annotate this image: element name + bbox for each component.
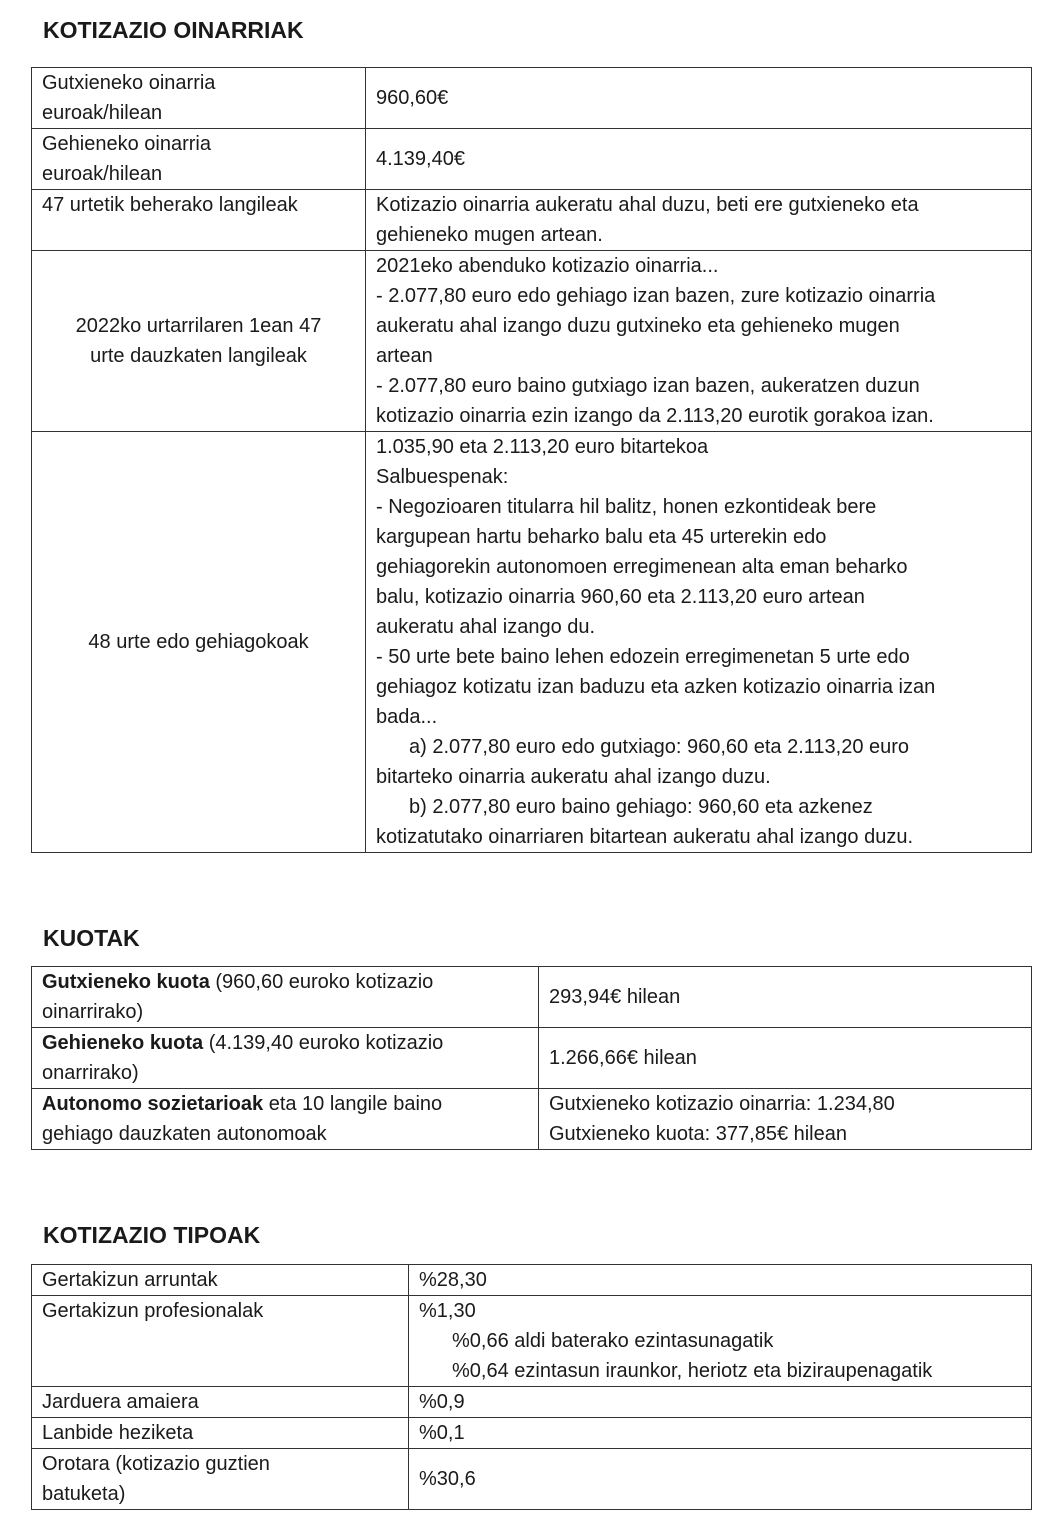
table-row bbox=[32, 1296, 1032, 1387]
value-line: 1.266,66€ hilean bbox=[549, 1047, 697, 1069]
value-line: bada... bbox=[376, 706, 438, 728]
label-line: Gehieneko oinarria bbox=[42, 133, 211, 155]
label-line: oinarrirako) bbox=[42, 1001, 144, 1023]
row-label bbox=[32, 1089, 539, 1150]
row-value bbox=[366, 251, 1032, 432]
section-title-kuotak: KUOTAK bbox=[43, 925, 140, 951]
row-value bbox=[366, 190, 1032, 251]
label-line: Gutxieneko oinarria bbox=[42, 72, 216, 94]
value-line: %0,1 bbox=[419, 1422, 465, 1444]
value-line: artean bbox=[376, 345, 433, 367]
value-line: - Negozioaren titularra hil balitz, honen ezkontideak bere bbox=[376, 496, 877, 518]
row-label bbox=[32, 1387, 409, 1418]
value-line: gehiagorekin autonomoen erregimenean alta eman beharko bbox=[376, 556, 908, 578]
label-line: euroak/hilean bbox=[42, 102, 163, 124]
label-line: urte dauzkaten langileak bbox=[90, 345, 307, 367]
row-value bbox=[409, 1265, 1032, 1296]
value-line: balu, kotizazio oinarria 960,60 eta 2.113,20 euro artean bbox=[376, 586, 865, 608]
label-line: Gertakizun profesionalak bbox=[42, 1300, 264, 1322]
label-rest: (960,60 euroko kotizazio bbox=[209, 971, 434, 993]
label-line: Lanbide heziketa bbox=[42, 1422, 194, 1444]
table-row bbox=[32, 967, 1032, 1028]
table-row bbox=[32, 1418, 1032, 1449]
row-label bbox=[32, 967, 539, 1028]
value-line: kargupean hartu beharko balu eta 45 urterekin edo bbox=[376, 526, 827, 548]
row-label bbox=[32, 1296, 409, 1387]
value-line: Gutxieneko kotizazio oinarria: 1.234,80 bbox=[549, 1093, 895, 1115]
row-value bbox=[366, 432, 1032, 853]
value-line: kotizazio oinarria ezin izango da 2.113,20 eurotik gorakoa izan. bbox=[376, 405, 934, 427]
value-line: 1.035,90 eta 2.113,20 euro bitartekoa bbox=[376, 436, 709, 458]
value-line: aukeratu ahal izango du. bbox=[376, 616, 596, 638]
value-line: %30,6 bbox=[419, 1468, 476, 1490]
value-line: Gutxieneko kuota: 377,85€ hilean bbox=[549, 1123, 847, 1145]
row-value bbox=[539, 1028, 1032, 1089]
row-label bbox=[32, 432, 366, 853]
kotizazio-oinarriak-table bbox=[31, 67, 1032, 853]
row-value bbox=[366, 68, 1032, 129]
row-label bbox=[32, 1028, 539, 1089]
table-row bbox=[32, 1089, 1032, 1150]
row-label bbox=[32, 129, 366, 190]
label-line: Jarduera amaiera bbox=[42, 1391, 199, 1413]
label-bold: Gutxieneko kuota bbox=[42, 971, 210, 993]
kotizazio-tipoak-table bbox=[31, 1264, 1032, 1510]
row-value bbox=[409, 1418, 1032, 1449]
row-label bbox=[32, 68, 366, 129]
value-line: - 2.077,80 euro edo gehiago izan bazen, zure kotizazio oinarria bbox=[376, 285, 936, 307]
row-value bbox=[409, 1296, 1032, 1387]
row-label bbox=[32, 190, 366, 251]
table-row bbox=[32, 68, 1032, 129]
section-title-kotizazio-tipoak: KOTIZAZIO TIPOAK bbox=[43, 1222, 261, 1248]
label-line: Gertakizun arruntak bbox=[42, 1269, 218, 1291]
value-line: %28,30 bbox=[419, 1269, 487, 1291]
table-row bbox=[32, 1265, 1032, 1296]
value-line: - 50 urte bete baino lehen edozein erregimenetan 5 urte edo bbox=[376, 646, 910, 668]
row-value bbox=[409, 1449, 1032, 1510]
label-line: Orotara (kotizazio guztien bbox=[42, 1453, 270, 1475]
value-line: b) 2.077,80 euro baino gehiago: 960,60 eta azkenez bbox=[409, 796, 873, 818]
table-row bbox=[32, 432, 1032, 853]
value-line: a) 2.077,80 euro edo gutxiago: 960,60 eta 2.113,20 euro bbox=[409, 736, 910, 758]
value-line: 4.139,40€ bbox=[376, 148, 465, 170]
row-value bbox=[409, 1387, 1032, 1418]
row-value bbox=[539, 1089, 1032, 1150]
label-line: gehiago dauzkaten autonomoak bbox=[42, 1123, 327, 1145]
label-rest: (4.139,40 euroko kotizazio bbox=[203, 1032, 444, 1054]
value-line: %0,9 bbox=[419, 1391, 465, 1413]
label-line: batuketa) bbox=[42, 1483, 126, 1505]
table-row bbox=[32, 1387, 1032, 1418]
label-line: euroak/hilean bbox=[42, 163, 163, 185]
subvalue-line: %0,64 ezintasun iraunkor, heriotz eta biziraupenagatik bbox=[452, 1360, 933, 1382]
value-line: aukeratu ahal izango duzu gutxineko eta gehieneko mugen bbox=[376, 315, 900, 337]
label-line: 48 urte edo gehiagokoak bbox=[88, 631, 309, 653]
value-line: Kotizazio oinarria aukeratu ahal duzu, beti ere gutxieneko eta bbox=[376, 194, 919, 216]
section-title-kotizazio-oinarriak: KOTIZAZIO OINARRIAK bbox=[43, 17, 304, 43]
value-line: Salbuespenak: bbox=[376, 466, 509, 488]
row-value bbox=[366, 129, 1032, 190]
value-line: 293,94€ hilean bbox=[549, 986, 681, 1008]
label-rest: eta 10 langile baino bbox=[263, 1093, 443, 1115]
label-bold: Gehieneko kuota bbox=[42, 1032, 204, 1054]
value-line: bitarteko oinarria aukeratu ahal izango duzu. bbox=[376, 766, 771, 788]
value-line: 960,60€ bbox=[376, 87, 449, 109]
row-label bbox=[32, 1449, 409, 1510]
table-row bbox=[32, 1449, 1032, 1510]
label-bold: Autonomo sozietarioak bbox=[42, 1093, 264, 1115]
row-label bbox=[32, 1265, 409, 1296]
value-line: - 2.077,80 euro baino gutxiago izan bazen, aukeratzen duzun bbox=[376, 375, 920, 397]
label-line: 47 urtetik beherako langileak bbox=[42, 194, 298, 216]
row-label bbox=[32, 1418, 409, 1449]
value-line: gehiagoz kotizatu izan baduzu eta azken kotizazio oinarria izan bbox=[376, 676, 936, 698]
value-line: gehieneko mugen artean. bbox=[376, 224, 603, 246]
table-row bbox=[32, 190, 1032, 251]
kuotak-table bbox=[31, 966, 1032, 1150]
row-label bbox=[32, 251, 366, 432]
subvalue-line: %0,66 aldi baterako ezintasunagatik bbox=[452, 1330, 774, 1352]
table-row bbox=[32, 251, 1032, 432]
table-row bbox=[32, 129, 1032, 190]
table-row bbox=[32, 1028, 1032, 1089]
label-line: 2022ko urtarrilaren 1ean 47 bbox=[75, 315, 322, 337]
value-line: kotizatutako oinarriaren bitartean aukeratu ahal izango duzu. bbox=[376, 826, 914, 848]
label-line: onarrirako) bbox=[42, 1062, 139, 1084]
value-line: 2021eko abenduko kotizazio oinarria... bbox=[376, 255, 719, 277]
row-value bbox=[539, 967, 1032, 1028]
value-line: %1,30 bbox=[419, 1300, 476, 1322]
